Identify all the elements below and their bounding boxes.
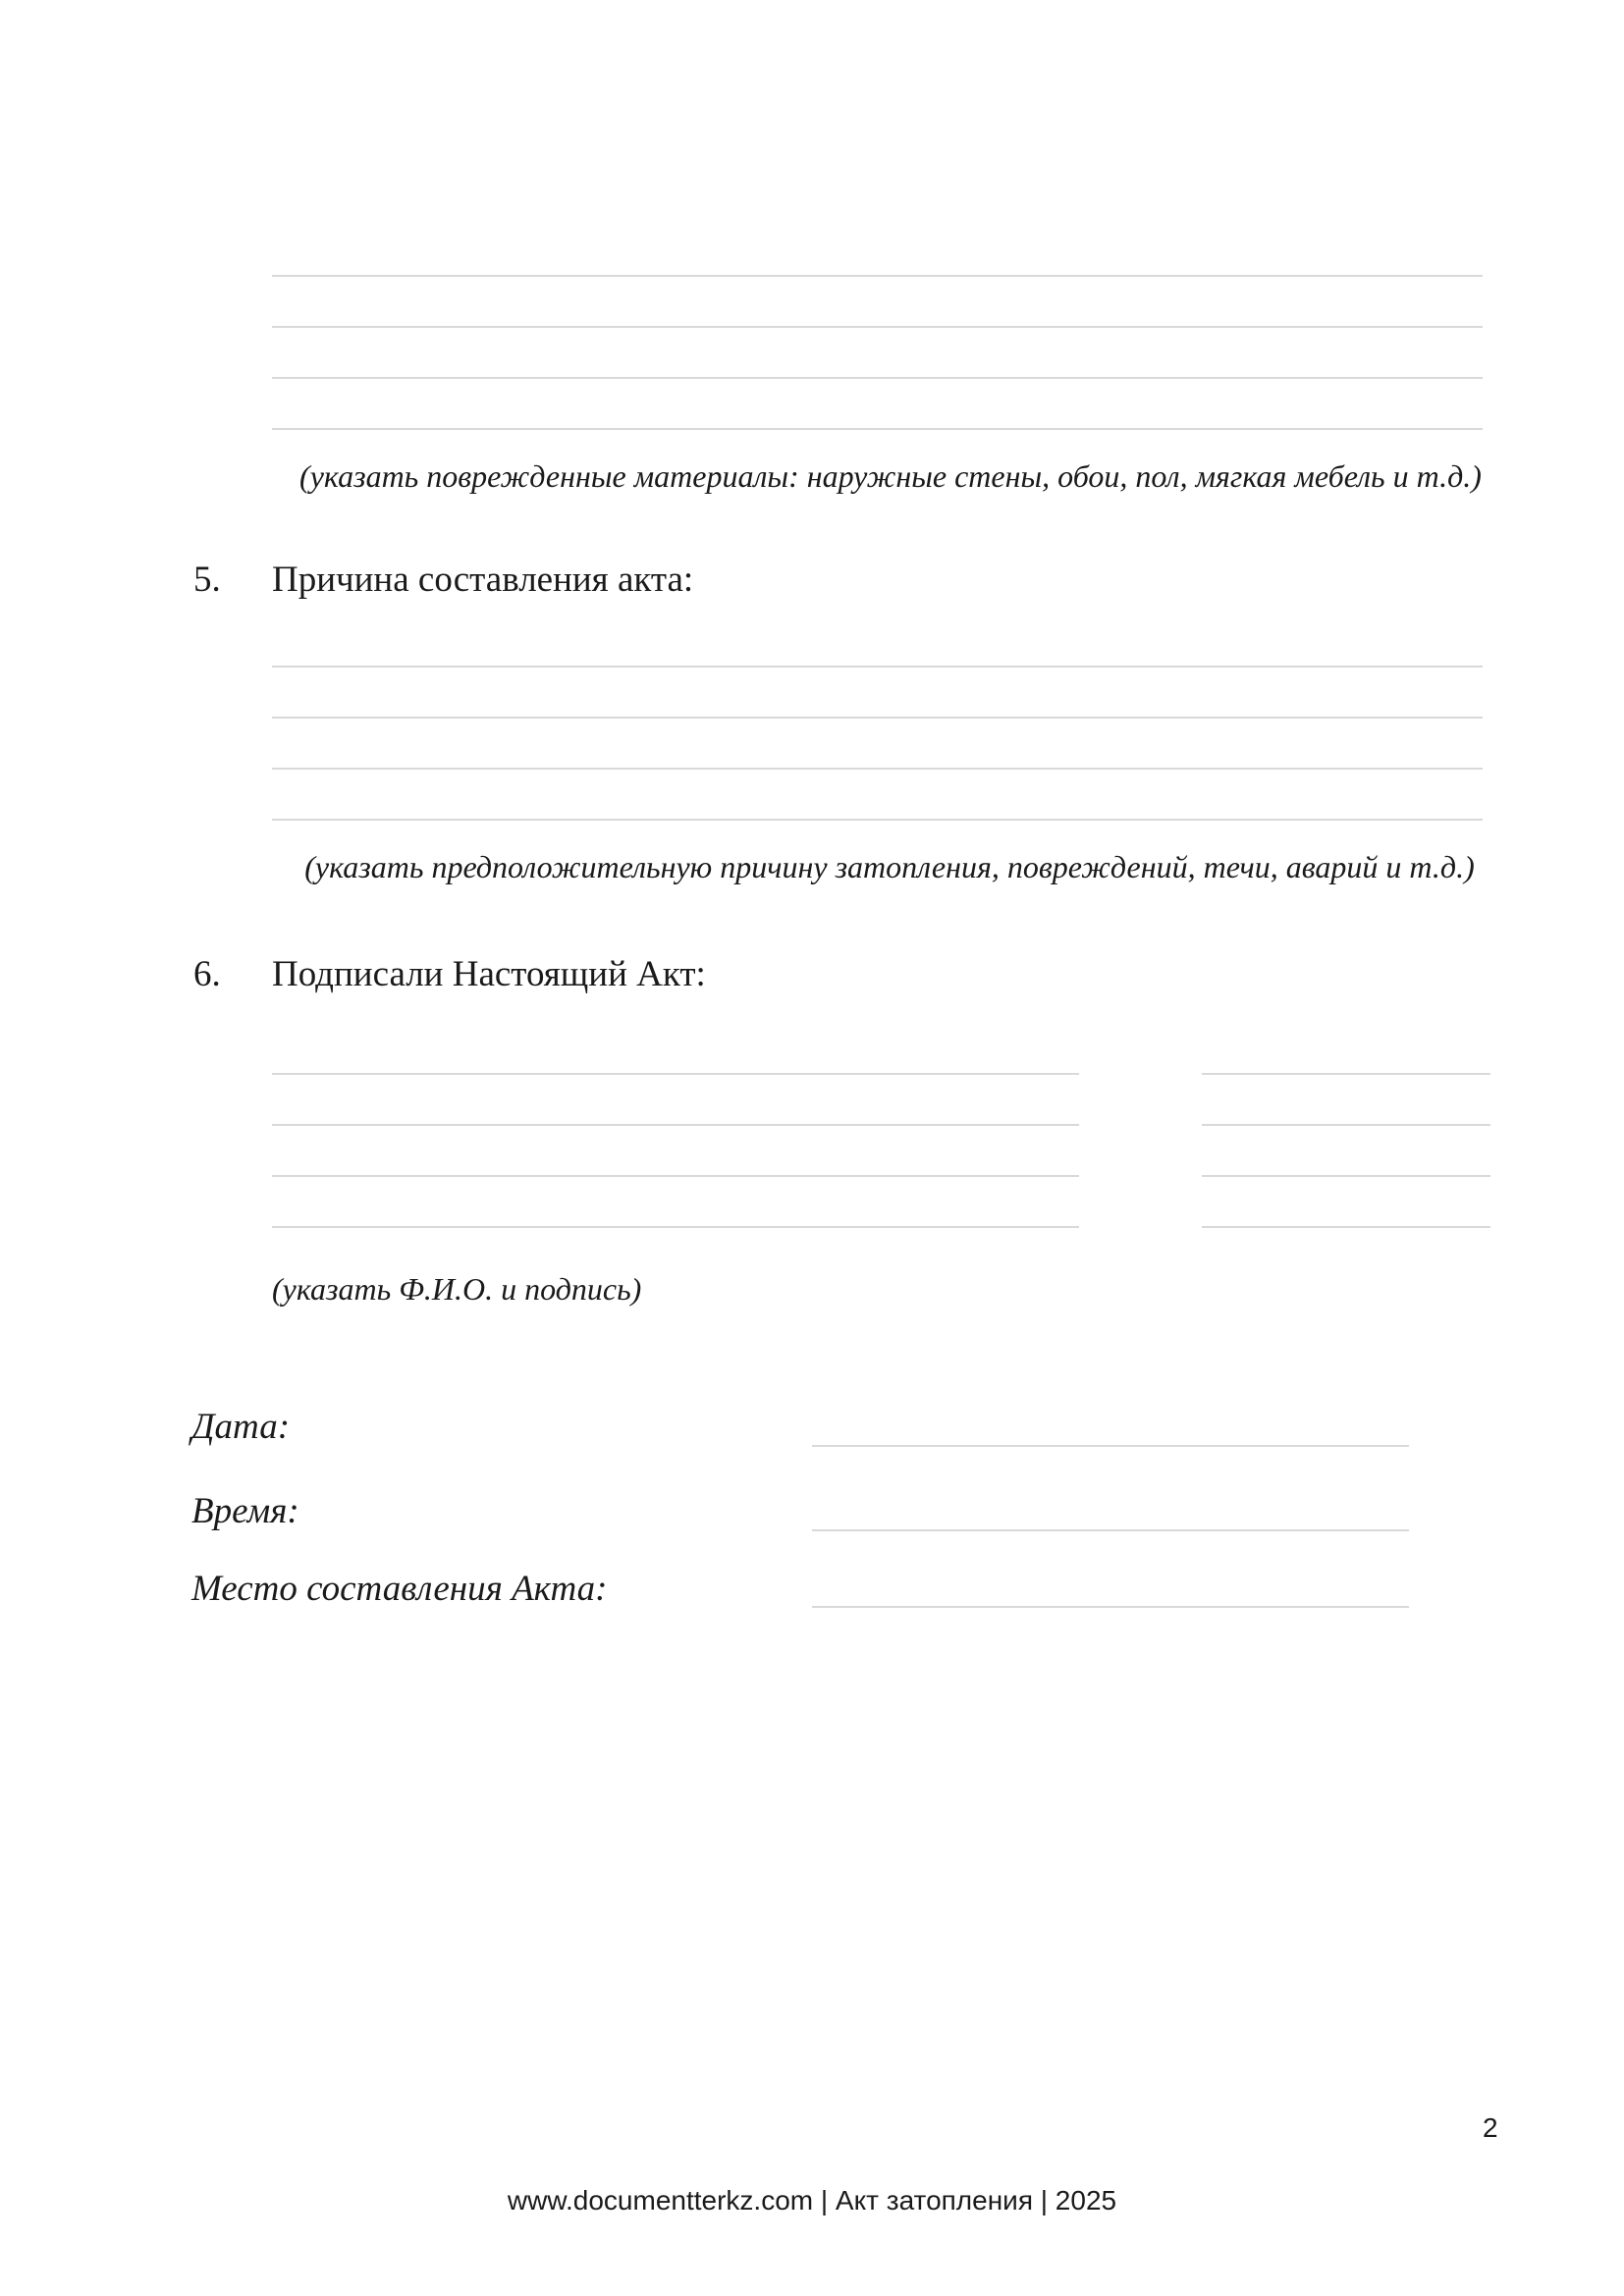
blank-line[interactable] <box>272 377 1483 379</box>
blank-line[interactable] <box>272 819 1483 821</box>
cause-hint: (указать предположительную причину затопления, повреждений, течи, аварий и т.д.) <box>304 849 1475 884</box>
signature-line[interactable] <box>1202 1073 1490 1075</box>
section-6-number: 6. <box>193 954 221 994</box>
section-5-number: 5. <box>193 560 221 600</box>
signature-line[interactable] <box>1202 1124 1490 1126</box>
blank-line[interactable] <box>272 275 1483 277</box>
section-5-title: Причина составления акта: <box>272 560 694 600</box>
date-field[interactable] <box>812 1445 1409 1447</box>
signature-line[interactable] <box>1202 1175 1490 1177</box>
signature-line[interactable] <box>1202 1226 1490 1228</box>
place-label: Место составления Акта: <box>191 1569 608 1609</box>
name-line[interactable] <box>272 1073 1079 1075</box>
name-line[interactable] <box>272 1226 1079 1228</box>
place-field[interactable] <box>812 1606 1409 1608</box>
blank-line[interactable] <box>272 768 1483 770</box>
section-6-title: Подписали Настоящий Акт: <box>272 954 706 994</box>
materials-hint: (указать поврежденные материалы: наружные стены, обои, пол, мягкая мебель и т.д.) <box>299 458 1482 494</box>
signatures-hint: (указать Ф.И.О. и подпись) <box>272 1271 642 1307</box>
time-field[interactable] <box>812 1529 1409 1531</box>
date-label: Дата: <box>191 1407 291 1447</box>
blank-line[interactable] <box>272 326 1483 328</box>
blank-line[interactable] <box>272 666 1483 667</box>
name-line[interactable] <box>272 1124 1079 1126</box>
name-line[interactable] <box>272 1175 1079 1177</box>
footer: www.documentterkz.com | Акт затопления | 2025 <box>507 2185 1117 2216</box>
blank-line[interactable] <box>272 428 1483 430</box>
blank-line[interactable] <box>272 717 1483 719</box>
page-number: 2 <box>1483 2112 1498 2143</box>
time-label: Время: <box>191 1491 299 1531</box>
